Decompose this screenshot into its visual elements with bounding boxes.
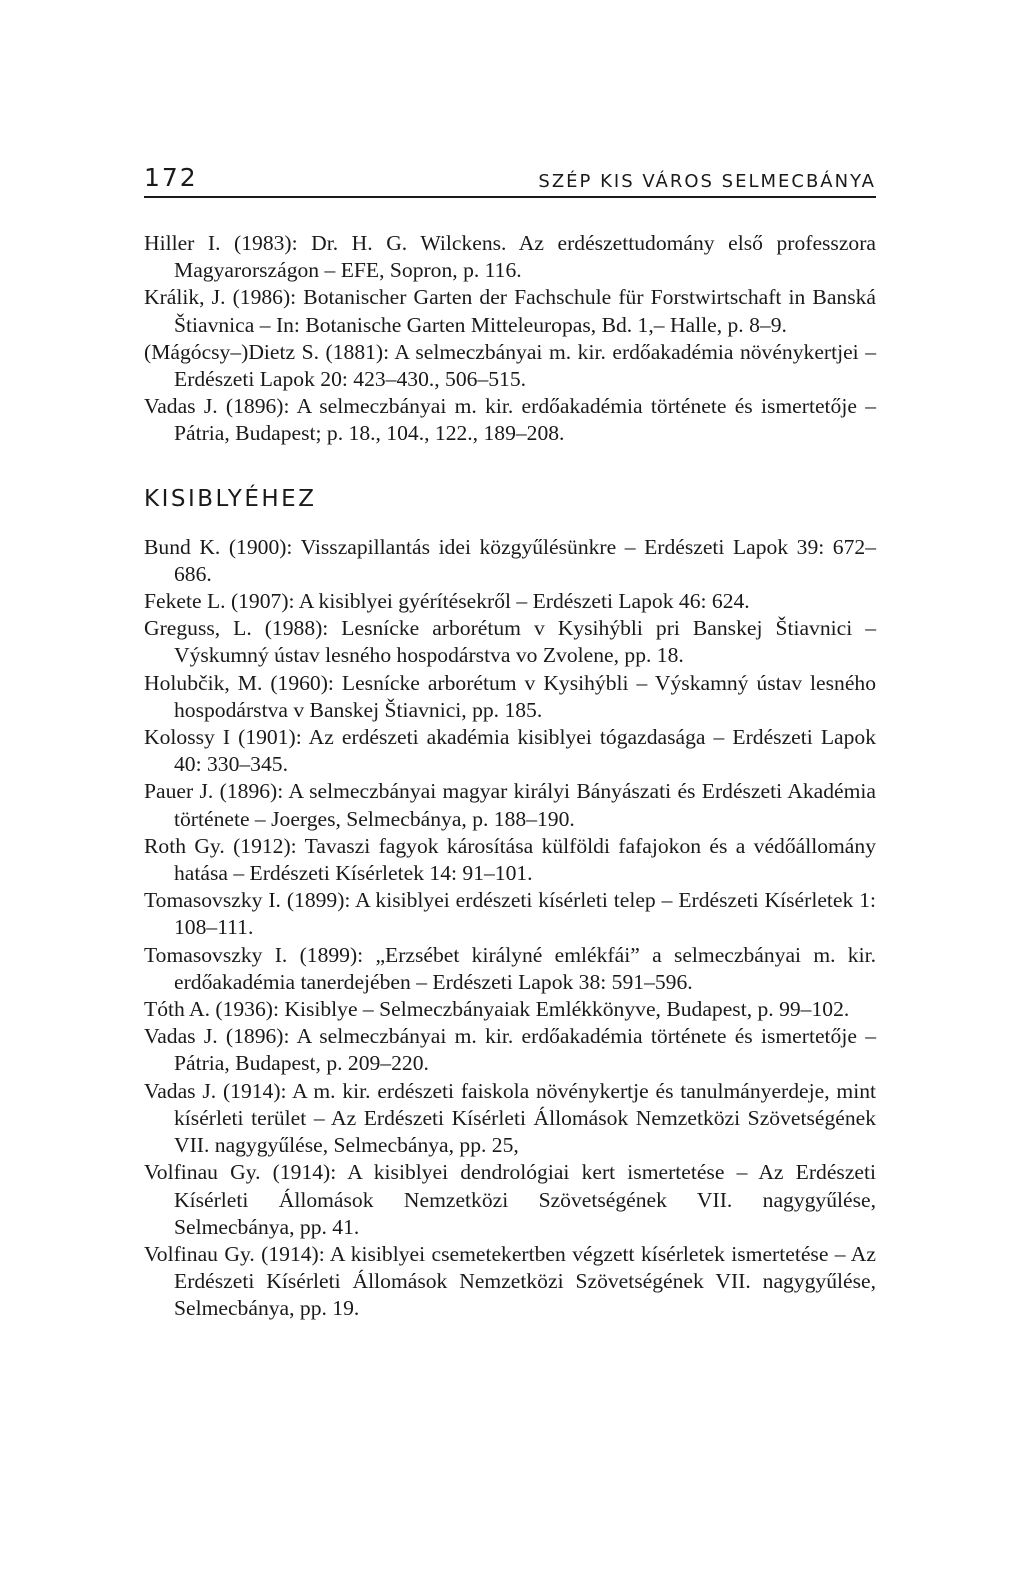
reference-entry: Holubčik, M. (1960): Lesnícke arborétum v Kysihýbli – Výskamný ústav lesného hospodárstva v Banskej Štiavnici, pp. 185. [144,670,876,722]
reference-entry: Tomasovszky I. (1899): A kisiblyei erdészeti kísérleti telep – Erdészeti Kísérletek 1: 108–111. [144,888,876,940]
reference-list-top [144,230,876,448]
page-number: 172 [144,163,198,192]
reference-entry: Bund K. (1900): Visszapillantás idei közgyűlésünkre – Erdészeti Lapok 39: 672–686. [144,534,876,586]
reference-entry: Volfinau Gy. (1914): A kisiblyei csemetekertben végzett kísérletek ismertetése – Az Erdészeti Kísérleti Állomások Nemzetközi Szövetségének VII. nagygyűlése, Selmecbánya, pp. 19. [144,1241,876,1321]
reference-entry: Vadas J. (1896): A selmeczbányai m. kir. erdőakadémia története és ismertetője – Pátria, Budapest, p. 209–220. [144,1024,876,1076]
reference-entry: Vadas J. (1896): A selmeczbányai m. kir. erdőakadémia története és ismertetője – Pátria, Budapest; p. 18., 104., 122., 189–208. [144,394,876,446]
reference-entry: Vadas J. (1914): A m. kir. erdészeti faiskola növénykertje és tanulmányerdeje, mint kísérleti terület – Az Erdészeti Kísérleti Állomások Nemzetközi Szövetségének VII. nagygyűlése, Selmecbánya, pp. 25, [144,1078,876,1158]
running-title: SZÉP KIS VÁROS SELMECBÁNYA [538,171,876,192]
reference-entry: Tóth A. (1936): Kisiblye – Selmeczbányaiak Emlékkönyve, Budapest, p. 99–102. [144,997,850,1022]
book-page [144,150,876,1323]
page-header [144,150,876,198]
reference-entry: Greguss, L. (1988): Lesnícke arborétum v Kysihýbli pri Banskej Štiavnici – Výskumný ústav lesného hospodárstva vo Zvolene, pp. 18. [144,616,876,668]
reference-list-kisiblye [144,534,876,1323]
reference-entry: Volfinau Gy. (1914): A kisiblyei dendrológiai kert ismertetése – Az Erdészeti Kísérleti Állomások Nemzetközi Szövetségének VII. nagygyűlése, Selmecbánya, pp. 41. [144,1160,876,1239]
reference-entry: Hiller I. (1983): Dr. H. G. Wilckens. Az erdészettudomány első professzora Magyarországon – EFE, Sopron, p. 116. [144,231,876,283]
reference-entry: Fekete L. (1907): A kisiblyei gyérítésekről – Erdészeti Lapok 46: 624. [144,589,750,614]
reference-entry: (Mágócsy–)Dietz S. (1881): A selmeczbányai m. kir. erdőakadémia növénykertjei – Erdészeti Lapok 20: 423–430., 506–515. [144,339,876,392]
section-heading: KISIBLYÉHEZ [144,485,317,512]
reference-entry: Králik, J. (1986): Botanischer Garten der Fachschule für Forstwirtschaft in Banská Štiavnica – In: Botanische Garten Mitteleuropas, Bd. 1,– Halle, p. 8–9. [144,285,876,337]
reference-entry: Roth Gy. (1912): Tavaszi fagyok károsítása külföldi fafajokon és a védőállomány hatása – Erdészeti Kísérletek 14: 91–101. [144,833,876,886]
reference-entry: Pauer J. (1896): A selmeczbányai magyar királyi Bányászati és Erdészeti Akadémia története – Joerges, Selmecbánya, p. 188–190. [144,779,876,831]
reference-entry: Kolossy I (1901): Az erdészeti akadémia kisiblyei tógazdasága – Erdészeti Lapok 40: 330–345. [144,725,876,777]
reference-entry: Tomasovszky I. (1899): „Erzsébet királyné emlékfái” a selmeczbányai m. kir. erdőakadémia tanerdejében – Erdészeti Lapok 38: 591–596. [144,942,876,994]
